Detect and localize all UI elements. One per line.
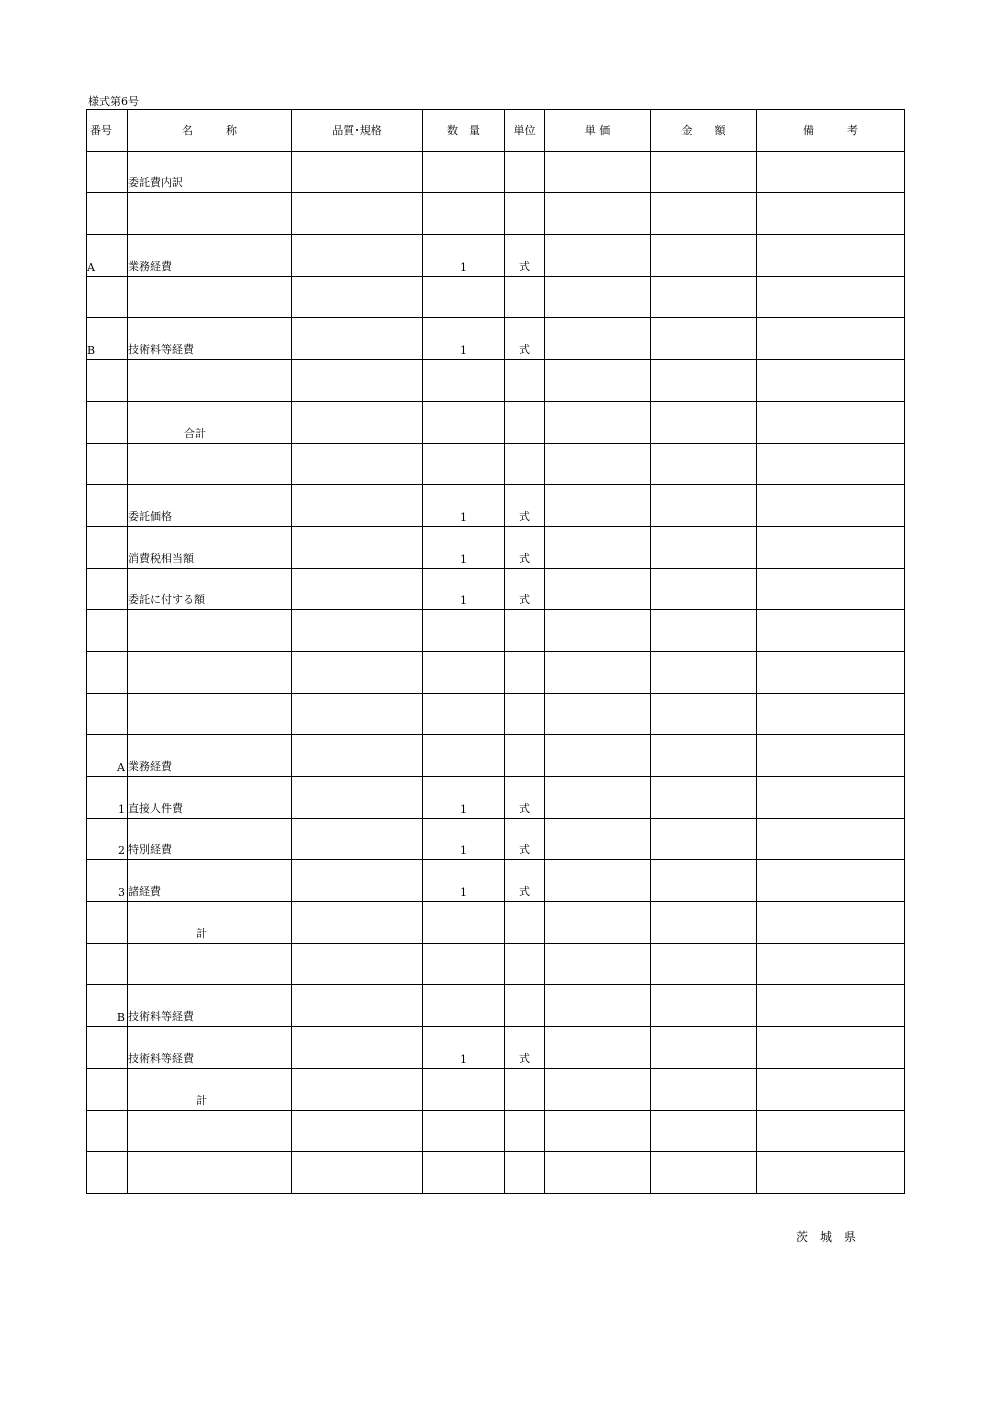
cell-unit bbox=[505, 401, 545, 443]
cell-amount bbox=[651, 818, 757, 860]
cell-unit-price bbox=[545, 401, 651, 443]
cell-unit bbox=[505, 985, 545, 1027]
cell-name: 直接人件費 bbox=[128, 777, 292, 819]
header-quality: 品質･規格 bbox=[292, 110, 423, 152]
header-number: 番号 bbox=[87, 110, 128, 152]
cell-remarks bbox=[757, 1068, 905, 1110]
cell-number bbox=[87, 485, 128, 527]
cell-quantity bbox=[423, 693, 505, 735]
table-row bbox=[87, 902, 905, 944]
table-row bbox=[87, 485, 905, 527]
cell-quantity bbox=[423, 193, 505, 235]
cell-unit-price bbox=[545, 735, 651, 777]
cell-number bbox=[87, 610, 128, 652]
cell-unit-price bbox=[545, 193, 651, 235]
cell-quality bbox=[292, 276, 423, 318]
cell-unit: 式 bbox=[505, 777, 545, 819]
cell-amount bbox=[651, 651, 757, 693]
cell-name bbox=[128, 610, 292, 652]
cell-quantity bbox=[423, 443, 505, 485]
cell-amount bbox=[651, 735, 757, 777]
cell-unit-price bbox=[545, 485, 651, 527]
cell-unit-price bbox=[545, 693, 651, 735]
cell-quality bbox=[292, 401, 423, 443]
cell-remarks bbox=[757, 151, 905, 193]
cell-unit-price bbox=[545, 1027, 651, 1069]
cell-remarks bbox=[757, 735, 905, 777]
cell-quality bbox=[292, 610, 423, 652]
cell-name: 業務経費 bbox=[128, 235, 292, 277]
cell-unit-price bbox=[545, 443, 651, 485]
cell-name bbox=[128, 693, 292, 735]
cell-quality bbox=[292, 526, 423, 568]
cell-name: 技術料等経費 bbox=[128, 985, 292, 1027]
cell-unit-price bbox=[545, 235, 651, 277]
cell-number: B bbox=[87, 985, 128, 1027]
cell-quantity bbox=[423, 651, 505, 693]
header-row bbox=[87, 110, 905, 152]
cell-unit-price bbox=[545, 526, 651, 568]
cell-quantity: 1 bbox=[423, 485, 505, 527]
table-row bbox=[87, 818, 905, 860]
cell-unit bbox=[505, 276, 545, 318]
cell-name: 計 bbox=[128, 902, 292, 944]
cell-unit-price bbox=[545, 568, 651, 610]
cell-number: A bbox=[87, 735, 128, 777]
cell-number bbox=[87, 276, 128, 318]
cell-unit bbox=[505, 443, 545, 485]
cell-unit: 式 bbox=[505, 526, 545, 568]
cell-name bbox=[128, 943, 292, 985]
header-unit: 単位 bbox=[505, 110, 545, 152]
cell-remarks bbox=[757, 485, 905, 527]
header-name: 名 称 bbox=[128, 110, 292, 152]
cell-unit: 式 bbox=[505, 1027, 545, 1069]
cell-quality bbox=[292, 943, 423, 985]
cell-remarks bbox=[757, 651, 905, 693]
cell-number bbox=[87, 902, 128, 944]
cell-unit-price bbox=[545, 1110, 651, 1152]
table-row bbox=[87, 443, 905, 485]
cell-quantity bbox=[423, 985, 505, 1027]
cell-amount bbox=[651, 860, 757, 902]
cell-unit: 式 bbox=[505, 318, 545, 360]
cell-quantity: 1 bbox=[423, 860, 505, 902]
cell-unit: 式 bbox=[505, 568, 545, 610]
cell-number: A bbox=[87, 235, 128, 277]
cell-unit bbox=[505, 151, 545, 193]
cell-quantity bbox=[423, 151, 505, 193]
cell-quantity: 1 bbox=[423, 1027, 505, 1069]
cell-number bbox=[87, 360, 128, 402]
cell-unit bbox=[505, 610, 545, 652]
cell-number bbox=[87, 693, 128, 735]
cell-remarks bbox=[757, 985, 905, 1027]
cell-number bbox=[87, 193, 128, 235]
cell-name: 委託費内訳 bbox=[128, 151, 292, 193]
cell-name bbox=[128, 276, 292, 318]
table-row bbox=[87, 235, 905, 277]
cell-unit-price bbox=[545, 860, 651, 902]
cell-quality bbox=[292, 193, 423, 235]
cell-quality bbox=[292, 735, 423, 777]
cell-unit-price bbox=[545, 818, 651, 860]
form-number: 様式第6号 bbox=[88, 95, 139, 108]
cell-unit-price bbox=[545, 902, 651, 944]
cell-amount bbox=[651, 1068, 757, 1110]
cell-quality bbox=[292, 568, 423, 610]
cell-quantity bbox=[423, 902, 505, 944]
cell-amount bbox=[651, 610, 757, 652]
table-row bbox=[87, 526, 905, 568]
cell-name bbox=[128, 1152, 292, 1194]
cell-quality bbox=[292, 693, 423, 735]
table-row bbox=[87, 1110, 905, 1152]
cell-number bbox=[87, 1027, 128, 1069]
cell-name: 委託価格 bbox=[128, 485, 292, 527]
cell-remarks bbox=[757, 1110, 905, 1152]
table-row bbox=[87, 860, 905, 902]
table-row bbox=[87, 360, 905, 402]
cell-number: 2 bbox=[87, 818, 128, 860]
cell-unit-price bbox=[545, 276, 651, 318]
cell-unit bbox=[505, 1110, 545, 1152]
cell-quantity bbox=[423, 735, 505, 777]
cell-unit bbox=[505, 1152, 545, 1194]
cell-unit-price bbox=[545, 651, 651, 693]
cell-unit: 式 bbox=[505, 818, 545, 860]
cell-amount bbox=[651, 235, 757, 277]
cell-quality bbox=[292, 860, 423, 902]
cell-unit-price bbox=[545, 151, 651, 193]
cell-remarks bbox=[757, 401, 905, 443]
cell-quantity bbox=[423, 1068, 505, 1110]
cell-quality bbox=[292, 1110, 423, 1152]
issuer-prefecture: 茨 城 県 bbox=[796, 1230, 857, 1244]
cell-unit bbox=[505, 735, 545, 777]
cell-quality bbox=[292, 1152, 423, 1194]
table-row bbox=[87, 943, 905, 985]
table-row bbox=[87, 651, 905, 693]
cell-amount bbox=[651, 526, 757, 568]
header-quantity: 数 量 bbox=[423, 110, 505, 152]
cell-quantity: 1 bbox=[423, 777, 505, 819]
cell-remarks bbox=[757, 318, 905, 360]
cell-name: 委託に付する額 bbox=[128, 568, 292, 610]
cell-number bbox=[87, 1152, 128, 1194]
cell-unit-price bbox=[545, 777, 651, 819]
cell-remarks bbox=[757, 193, 905, 235]
cell-unit-price bbox=[545, 1152, 651, 1194]
cell-quantity bbox=[423, 401, 505, 443]
table-row bbox=[87, 318, 905, 360]
cell-amount bbox=[651, 151, 757, 193]
cell-name: 技術料等経費 bbox=[128, 1027, 292, 1069]
cell-unit: 式 bbox=[505, 235, 545, 277]
cell-quantity bbox=[423, 360, 505, 402]
cell-name bbox=[128, 443, 292, 485]
cell-quality bbox=[292, 443, 423, 485]
cell-quantity bbox=[423, 943, 505, 985]
cell-amount bbox=[651, 693, 757, 735]
cell-unit: 式 bbox=[505, 860, 545, 902]
cell-unit: 式 bbox=[505, 485, 545, 527]
cell-remarks bbox=[757, 568, 905, 610]
cell-amount bbox=[651, 985, 757, 1027]
cell-amount bbox=[651, 902, 757, 944]
cell-amount bbox=[651, 443, 757, 485]
cell-quality bbox=[292, 151, 423, 193]
cell-amount bbox=[651, 943, 757, 985]
cell-unit-price bbox=[545, 360, 651, 402]
cell-number bbox=[87, 151, 128, 193]
cell-number bbox=[87, 943, 128, 985]
cell-remarks bbox=[757, 777, 905, 819]
itemized-cost-table bbox=[86, 109, 905, 1194]
cell-quality bbox=[292, 485, 423, 527]
table-row bbox=[87, 777, 905, 819]
cell-remarks bbox=[757, 443, 905, 485]
cell-unit-price bbox=[545, 985, 651, 1027]
table-row bbox=[87, 610, 905, 652]
cell-quality bbox=[292, 985, 423, 1027]
table-row bbox=[87, 985, 905, 1027]
cell-unit bbox=[505, 902, 545, 944]
cell-remarks bbox=[757, 526, 905, 568]
cell-number bbox=[87, 1068, 128, 1110]
cell-quality bbox=[292, 318, 423, 360]
cell-quantity: 1 bbox=[423, 235, 505, 277]
cell-amount bbox=[651, 1152, 757, 1194]
cell-name bbox=[128, 193, 292, 235]
cell-number bbox=[87, 651, 128, 693]
cell-amount bbox=[651, 777, 757, 819]
cell-quality bbox=[292, 651, 423, 693]
cell-quality bbox=[292, 1068, 423, 1110]
header-unit-price: 単 価 bbox=[545, 110, 651, 152]
cell-remarks bbox=[757, 276, 905, 318]
cell-quantity: 1 bbox=[423, 526, 505, 568]
cell-remarks bbox=[757, 235, 905, 277]
cell-amount bbox=[651, 193, 757, 235]
cell-amount bbox=[651, 568, 757, 610]
table-row bbox=[87, 735, 905, 777]
cell-remarks bbox=[757, 818, 905, 860]
cell-quantity: 1 bbox=[423, 818, 505, 860]
cell-quality bbox=[292, 235, 423, 277]
table-row bbox=[87, 276, 905, 318]
cell-amount bbox=[651, 485, 757, 527]
cell-name: 消費税相当額 bbox=[128, 526, 292, 568]
cell-remarks bbox=[757, 1152, 905, 1194]
table-row bbox=[87, 693, 905, 735]
table-row bbox=[87, 151, 905, 193]
cell-number bbox=[87, 1110, 128, 1152]
cell-unit bbox=[505, 360, 545, 402]
table-row bbox=[87, 193, 905, 235]
cell-number bbox=[87, 443, 128, 485]
header-amount: 金 額 bbox=[651, 110, 757, 152]
cell-name: 諸経費 bbox=[128, 860, 292, 902]
header-remarks: 備 考 bbox=[757, 110, 905, 152]
cell-unit bbox=[505, 943, 545, 985]
cell-unit-price bbox=[545, 943, 651, 985]
cell-unit-price bbox=[545, 610, 651, 652]
cell-number: 3 bbox=[87, 860, 128, 902]
cell-remarks bbox=[757, 610, 905, 652]
cell-unit bbox=[505, 1068, 545, 1110]
cell-remarks bbox=[757, 693, 905, 735]
cell-number bbox=[87, 568, 128, 610]
table-row bbox=[87, 1152, 905, 1194]
cell-amount bbox=[651, 1027, 757, 1069]
cell-remarks bbox=[757, 902, 905, 944]
cell-quality bbox=[292, 1027, 423, 1069]
cell-number: 1 bbox=[87, 777, 128, 819]
cell-number: B bbox=[87, 318, 128, 360]
table-row bbox=[87, 568, 905, 610]
cell-name: 合計 bbox=[128, 401, 292, 443]
cell-number bbox=[87, 526, 128, 568]
cell-unit bbox=[505, 651, 545, 693]
cell-quality bbox=[292, 777, 423, 819]
cell-quantity bbox=[423, 276, 505, 318]
cell-amount bbox=[651, 276, 757, 318]
table-row bbox=[87, 401, 905, 443]
cell-name: 計 bbox=[128, 1068, 292, 1110]
cell-quantity bbox=[423, 1110, 505, 1152]
cell-amount bbox=[651, 318, 757, 360]
cell-amount bbox=[651, 401, 757, 443]
cell-amount bbox=[651, 1110, 757, 1152]
cell-quantity: 1 bbox=[423, 318, 505, 360]
cell-name bbox=[128, 1110, 292, 1152]
cell-remarks bbox=[757, 1027, 905, 1069]
cell-name: 技術料等経費 bbox=[128, 318, 292, 360]
cell-remarks bbox=[757, 860, 905, 902]
cell-unit-price bbox=[545, 1068, 651, 1110]
cell-remarks bbox=[757, 943, 905, 985]
cell-quantity: 1 bbox=[423, 568, 505, 610]
cell-name: 特別経費 bbox=[128, 818, 292, 860]
table-row bbox=[87, 1027, 905, 1069]
cell-amount bbox=[651, 360, 757, 402]
cell-quantity bbox=[423, 1152, 505, 1194]
cell-unit bbox=[505, 693, 545, 735]
cell-remarks bbox=[757, 360, 905, 402]
cell-quality bbox=[292, 818, 423, 860]
cell-name bbox=[128, 360, 292, 402]
cell-number bbox=[87, 401, 128, 443]
cell-name bbox=[128, 651, 292, 693]
table-row bbox=[87, 1068, 905, 1110]
cell-name: 業務経費 bbox=[128, 735, 292, 777]
cell-quality bbox=[292, 902, 423, 944]
cell-quality bbox=[292, 360, 423, 402]
cell-unit bbox=[505, 193, 545, 235]
cell-quantity bbox=[423, 610, 505, 652]
cell-unit-price bbox=[545, 318, 651, 360]
